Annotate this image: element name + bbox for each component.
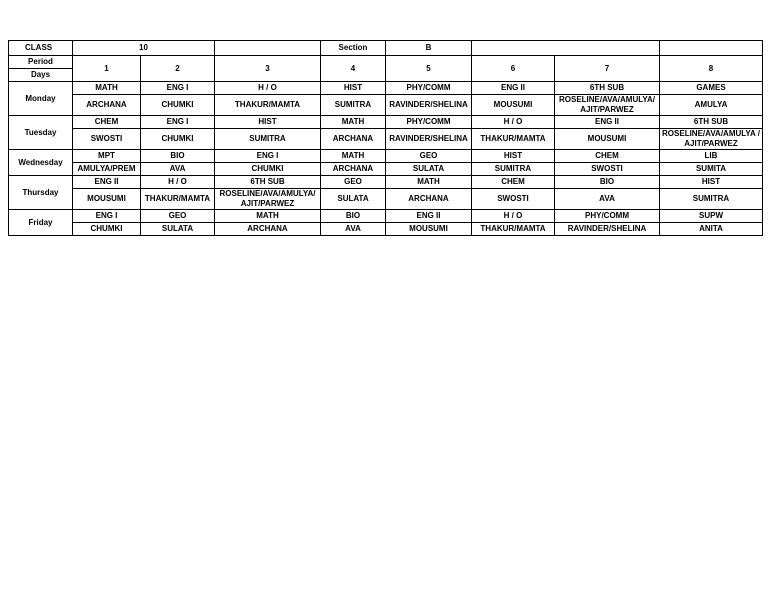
teacher-cell: MOUSUMI	[472, 95, 555, 116]
subject-cell: ENG I	[215, 150, 321, 163]
teacher-cell: MOUSUMI	[73, 189, 141, 210]
subject-cell: PHY/COMM	[386, 116, 472, 129]
teacher-cell: ARCHANA	[73, 95, 141, 116]
teacher-cell: SUMITRA	[215, 129, 321, 150]
subject-cell: SUPW	[660, 210, 763, 223]
teacher-cell: SUMITRA	[321, 95, 386, 116]
teacher-row	[9, 223, 763, 236]
subject-cell: MATH	[321, 150, 386, 163]
teacher-cell: AMULYA/PREM	[73, 163, 141, 176]
section-label: Section	[321, 41, 386, 56]
subject-cell: GEO	[321, 176, 386, 189]
class-value: 10	[73, 41, 215, 56]
teacher-cell: THAKUR/MAMTA	[472, 223, 555, 236]
subject-cell: BIO	[321, 210, 386, 223]
teacher-cell: AVA	[141, 163, 215, 176]
day-name: Tuesday	[9, 116, 73, 150]
empty-cell	[660, 41, 763, 56]
teacher-cell: MOUSUMI	[386, 223, 472, 236]
subject-cell: GEO	[141, 210, 215, 223]
subject-cell: 6TH SUB	[660, 116, 763, 129]
teacher-cell: THAKUR/MAMTA	[215, 95, 321, 116]
subject-cell: CHEM	[73, 116, 141, 129]
subject-cell: 6TH SUB	[215, 176, 321, 189]
teacher-cell: ANITA	[660, 223, 763, 236]
period-number: 7	[555, 56, 660, 82]
subject-cell: 6TH SUB	[555, 82, 660, 95]
subject-cell: ENG I	[73, 210, 141, 223]
teacher-cell: SUMITRA	[660, 189, 763, 210]
teacher-cell: RAVINDER/SHELINA	[386, 129, 472, 150]
period-number: 4	[321, 56, 386, 82]
subject-cell: HIST	[215, 116, 321, 129]
teacher-cell: ARCHANA	[321, 129, 386, 150]
teacher-cell: SUMITA	[660, 163, 763, 176]
subject-cell: ENG II	[555, 116, 660, 129]
teacher-row	[9, 129, 763, 150]
timetable	[8, 40, 763, 236]
teacher-cell: SWOSTI	[73, 129, 141, 150]
subject-cell: MPT	[73, 150, 141, 163]
teacher-cell: SULATA	[141, 223, 215, 236]
period-number: 2	[141, 56, 215, 82]
subject-cell: MATH	[386, 176, 472, 189]
teacher-cell: SWOSTI	[555, 163, 660, 176]
subject-cell: LIB	[660, 150, 763, 163]
subject-cell: ENG II	[386, 210, 472, 223]
teacher-cell: MOUSUMI	[555, 129, 660, 150]
teacher-cell: ROSELINE/AVA/AMULYA/ AJIT/PARWEZ	[215, 189, 321, 210]
subject-cell: H / O	[215, 82, 321, 95]
subject-cell: BIO	[555, 176, 660, 189]
subject-row	[9, 176, 763, 189]
period-number: 8	[660, 56, 763, 82]
teacher-cell: ARCHANA	[215, 223, 321, 236]
subject-cell: ENG II	[472, 82, 555, 95]
teacher-cell: CHUMKI	[215, 163, 321, 176]
day-name: Monday	[9, 82, 73, 116]
subject-cell: MATH	[215, 210, 321, 223]
subject-cell: PHY/COMM	[555, 210, 660, 223]
period-number: 1	[73, 56, 141, 82]
teacher-cell: SULATA	[321, 189, 386, 210]
period-row	[9, 56, 763, 69]
teacher-row	[9, 163, 763, 176]
class-header-row	[9, 41, 763, 56]
subject-cell: H / O	[472, 210, 555, 223]
teacher-row	[9, 95, 763, 116]
teacher-cell: SULATA	[386, 163, 472, 176]
subject-cell: HIST	[472, 150, 555, 163]
subject-cell: MATH	[321, 116, 386, 129]
subject-cell: ENG II	[73, 176, 141, 189]
teacher-cell: ROSELINE/AVA/AMULYA / AJIT/PARWEZ	[660, 129, 763, 150]
subject-row	[9, 150, 763, 163]
teacher-cell: CHUMKI	[73, 223, 141, 236]
teacher-cell: CHUMKI	[141, 129, 215, 150]
subject-cell: ENG I	[141, 82, 215, 95]
empty-cell	[472, 41, 660, 56]
teacher-cell: RAVINDER/SHELINA	[555, 223, 660, 236]
period-number: 3	[215, 56, 321, 82]
subject-cell: CHEM	[555, 150, 660, 163]
subject-row	[9, 116, 763, 129]
teacher-cell: SWOSTI	[472, 189, 555, 210]
subject-cell: HIST	[660, 176, 763, 189]
day-name: Thursday	[9, 176, 73, 210]
teacher-cell: AVA	[321, 223, 386, 236]
subject-cell: H / O	[141, 176, 215, 189]
teacher-cell: RAVINDER/SHELINA	[386, 95, 472, 116]
subject-cell: GEO	[386, 150, 472, 163]
class-label: CLASS	[9, 41, 73, 56]
empty-cell	[215, 41, 321, 56]
teacher-cell: THAKUR/MAMTA	[141, 189, 215, 210]
teacher-cell: ROSELINE/AVA/AMULYA/ AJIT/PARWEZ	[555, 95, 660, 116]
period-number: 5	[386, 56, 472, 82]
subject-cell: MATH	[73, 82, 141, 95]
teacher-cell: ARCHANA	[321, 163, 386, 176]
subject-cell: ENG I	[141, 116, 215, 129]
subject-cell: GAMES	[660, 82, 763, 95]
period-number: 6	[472, 56, 555, 82]
day-name: Wednesday	[9, 150, 73, 176]
subject-cell: PHY/COMM	[386, 82, 472, 95]
section-value: B	[386, 41, 472, 56]
teacher-cell: ARCHANA	[386, 189, 472, 210]
teacher-row	[9, 189, 763, 210]
period-label: Period	[9, 56, 73, 69]
day-name: Friday	[9, 210, 73, 236]
teacher-cell: CHUMKI	[141, 95, 215, 116]
subject-row	[9, 210, 763, 223]
subject-cell: CHEM	[472, 176, 555, 189]
teacher-cell: SUMITRA	[472, 163, 555, 176]
teacher-cell: AMULYA	[660, 95, 763, 116]
teacher-cell: THAKUR/MAMTA	[472, 129, 555, 150]
teacher-cell: AVA	[555, 189, 660, 210]
subject-cell: BIO	[141, 150, 215, 163]
days-label: Days	[9, 69, 73, 82]
subject-cell: HIST	[321, 82, 386, 95]
subject-cell: H / O	[472, 116, 555, 129]
subject-row	[9, 82, 763, 95]
